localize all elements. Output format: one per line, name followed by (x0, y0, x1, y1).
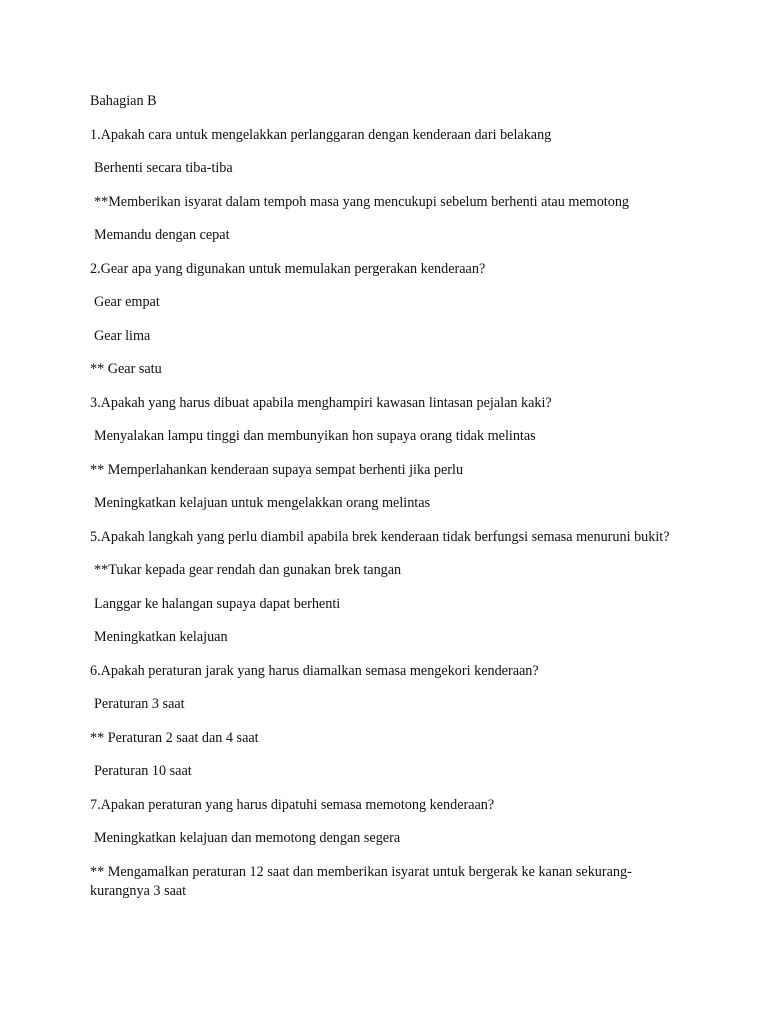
answer-option: ** Memperlahankan kenderaan supaya sempat berhenti jika perlu (90, 461, 464, 478)
answer-option: Meningkatkan kelajuan untuk mengelakkan orang melintas (94, 495, 431, 511)
answer-option: ** Peraturan 2 saat dan 4 saat (90, 729, 259, 746)
answer-option: ** Mengamalkan peraturan 12 saat dan memberikan isyarat untuk bergerak ke kanan sekurang-kurangnya 3 saat (90, 863, 632, 899)
question-text: 3.Apakah yang harus dibuat apabila menghampiri kawasan lintasan pejalan kaki? (90, 394, 552, 411)
question-text: 5.Apakah langkah yang perlu diambil apabila brek kenderaan tidak berfungsi semasa menuruni bukit? (90, 528, 670, 545)
answer-option: **Tukar kepada gear rendah dan gunakan brek tangan (94, 562, 402, 578)
answer-option: Langgar ke halangan supaya dapat berhenti (94, 595, 341, 612)
answer-option: Meningkatkan kelajuan dan memotong dengan segera (94, 830, 401, 846)
answer-option: Peraturan 10 saat (94, 763, 192, 779)
question-text: 1.Apakah cara untuk mengelakkan perlanggaran dengan kenderaan dari belakang (90, 126, 552, 143)
answer-option: Gear lima (94, 327, 151, 344)
answer-option: Meningkatkan kelajuan (94, 629, 228, 645)
section-heading: Bahagian B (90, 93, 157, 109)
question-text: 2.Gear apa yang digunakan untuk memulakan pergerakan kenderaan? (90, 260, 486, 277)
question-text: 7.Apakan peraturan yang harus dipatuhi semasa memotong kenderaan? (90, 796, 495, 813)
document-page (90, 92, 680, 915)
answer-option: Menyalakan lampu tinggi dan membunyikan hon supaya orang tidak melintas (94, 428, 536, 444)
question-list (90, 126, 680, 901)
answer-option: Berhenti secara tiba-tiba (94, 160, 233, 176)
answer-option: Peraturan 3 saat (94, 696, 185, 712)
question-text: 6.Apakah peraturan jarak yang harus diamalkan semasa mengekori kenderaan? (90, 662, 539, 679)
answer-option: Gear empat (94, 294, 160, 310)
answer-option: **Memberikan isyarat dalam tempoh masa yang mencukupi sebelum berhenti atau memotong (94, 193, 630, 210)
answer-option: ** Gear satu (90, 361, 162, 377)
answer-option: Memandu dengan cepat (94, 227, 230, 243)
